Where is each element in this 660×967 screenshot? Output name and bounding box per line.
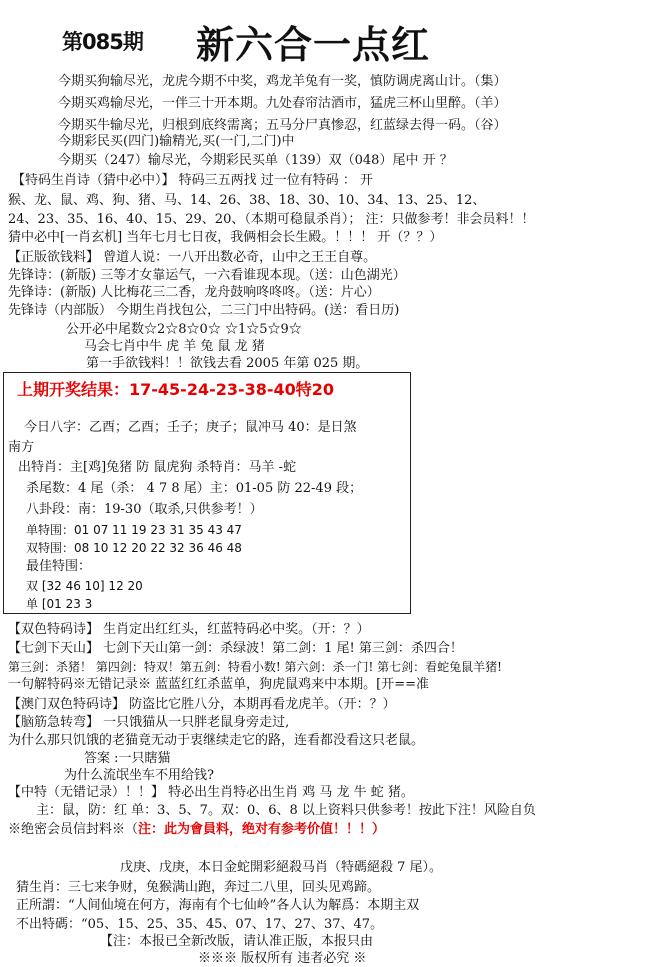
- result-line: 双特围：08 10 12 20 22 32 36 46 48: [26, 541, 242, 555]
- poem-line: 主：鼠，防：红 单：3、5、7。双：0、6、8 以上资料只供参考！按此下注！风险自负: [36, 803, 536, 818]
- result-line: 最佳特围：: [26, 559, 92, 574]
- poem-line: 先锋诗（内部版） 今期生肖找包公，二三门中出特码。(送：看日历): [8, 303, 400, 318]
- tail-numbers: 公开必中尾数☆2☆8☆0☆ ☆1☆5☆9☆: [66, 322, 302, 337]
- footer-line: 【注：本报已全新改版，请认准正版，本报只由: [100, 934, 374, 949]
- poem-line: 先锋诗：(新版) 三等才女靠运气，一六看谁现本现。（送：山色湖光）: [8, 268, 406, 283]
- result-line: 出特肖：主[鸡]兔猪 防 鼠虎狗 杀特肖：马羊 -蛇: [18, 460, 297, 475]
- result-title: 上期开奖结果：17-45-24-23-38-40特20: [17, 380, 335, 399]
- intro-line: 今期买鸡输尽光，一伴三十开本期。九处春帘沽酒市，猛虎三杯山里醉。（羊）: [58, 96, 507, 111]
- footer-line: 戊庚、戊庚，本日金蛇開彩絕殺马肖（特碼絕殺 7 尾）。: [120, 860, 443, 875]
- poem-line: 答案 :一只瞎猫: [84, 751, 171, 766]
- poem-line: 24、23、35、16、40、15、29、20、（本期可稳鼠杀肖）； 注：只做参考！非会员料！！: [8, 212, 535, 227]
- zodiac-line: 马会七肖中牛 虎 羊 兔 鼠 龙 猪: [84, 339, 265, 354]
- result-line: 今日八字：乙酉；乙酉；壬子；庚子；鼠冲马 40：是日煞: [24, 420, 357, 435]
- poem-line: 一句解特码※无错记录※ 蓝蓝红红杀蓝单，狗虎鼠鸡来中本期。[开==准: [8, 677, 429, 692]
- poem-line: 【脑筋急转弯】 一只饿猫从一只胖老鼠身旁走过,: [8, 715, 290, 730]
- poem-line: 为什么那只饥饿的老猫竟无动于衷继续走它的路，连看都没看这只老鼠。: [8, 733, 425, 748]
- member-label: ※绝密会员信封料※（: [8, 822, 139, 837]
- footer-line: 不出特碼：“05、15、25、35、45、07、17、27、37、47。: [16, 917, 384, 932]
- poem-line: [8, 822, 385, 838]
- newspaper-title: 新六合一点红: [196, 22, 431, 67]
- intro-line: 今期买狗输尽光，龙虎今期不中奖，鸡龙羊兔有一奖，慎防调虎离山计。（集）: [58, 74, 507, 89]
- footer-line: 猜生肖：三七来争财，兔猴满山跑，奔过二八里，回头见鸡蹄。: [16, 880, 381, 895]
- poem-line: 第三剑：杀猪！ 第四剑：特双！第五剑：特看小数! 第六剑：杀一门! 第七剑：看蛇兔鼠羊猪!: [8, 660, 502, 674]
- poem-line: 【特码生肖诗（猜中必中）】 特码三五两找 过一位有特码 ： 开: [12, 173, 374, 188]
- result-line: 杀尾数：4 尾（杀： 4 7 8 尾）主：01-05 防 22-49 段；: [26, 481, 363, 496]
- poem-line: 猜中必中[一肖玄机] 当年七月七日夜，我俩相会长生殿。！！！ 开（？？）: [8, 230, 443, 245]
- poem-line: 【双色特码诗】 生肖定出红红头，红蓝特码必中奖。（开：？）: [8, 622, 370, 637]
- poem-line: 【七剑下天山】 七剑下天山第一剑：杀绿波！第二剑：1 尾! 第三剑：杀四合！: [8, 641, 463, 656]
- intro-line: 今期买牛输尽光，归根到底终需离；五马分尸真惨忍，红蓝绿去得一码。（谷）: [58, 118, 507, 133]
- poem-line: 猴、龙、鼠、鸡、狗、猪、马、14、26、38、18、30、10、34、13、25、12、: [8, 193, 486, 208]
- member-note: 注：此为會員料，绝对有参考价值！！！）: [138, 822, 386, 837]
- result-line: 双 [32 46 10] 12 20: [26, 579, 143, 593]
- poem-line: 【正版欲钱料】 曾道人说：一八开出数必奇，山中之王王自尊。: [8, 250, 377, 265]
- poem-line: 【澳门双色特码诗】 防盗比它胜八分，本期再看龙虎羊。（开：？）: [8, 697, 396, 712]
- issue-number: 第085期: [62, 30, 143, 54]
- footer-line: 正所謂：“人间仙境在何方，海南有个七仙岭”各人认为解爲：本期主双: [16, 898, 420, 913]
- result-line: 八卦段：南：19-30（取杀,只供参考！）: [26, 502, 263, 517]
- result-line: 南方: [8, 440, 35, 455]
- intro-line: 今期买（247）输尽光，今期彩民买单（139）双（048）尾中 开 ？: [58, 153, 453, 168]
- money-line: 第一手欲钱料！！欲钱去看 2005 年第 025 期。: [86, 356, 369, 371]
- poem-line: 先锋诗：(新版) 人比梅花三二香，龙舟鼓响咚咚咚。（送：片心）: [8, 285, 380, 300]
- footer-line: ※※※ 版权所有 违者必究 ※: [198, 951, 367, 966]
- result-line: 单 [01 23 3: [26, 597, 93, 611]
- poem-line: 为什么流氓坐车不用给钱?: [64, 768, 214, 783]
- result-line: 单特围：01 07 11 19 23 31 35 43 47: [26, 523, 242, 537]
- intro-line: 今期彩民买(四门)输精光,买(一门,二门)中: [58, 134, 295, 149]
- poem-line: 【中特（无错记录）！！】 特必出生肖特必出生肖 鸡 马 龙 牛 蛇 猪。: [8, 785, 414, 800]
